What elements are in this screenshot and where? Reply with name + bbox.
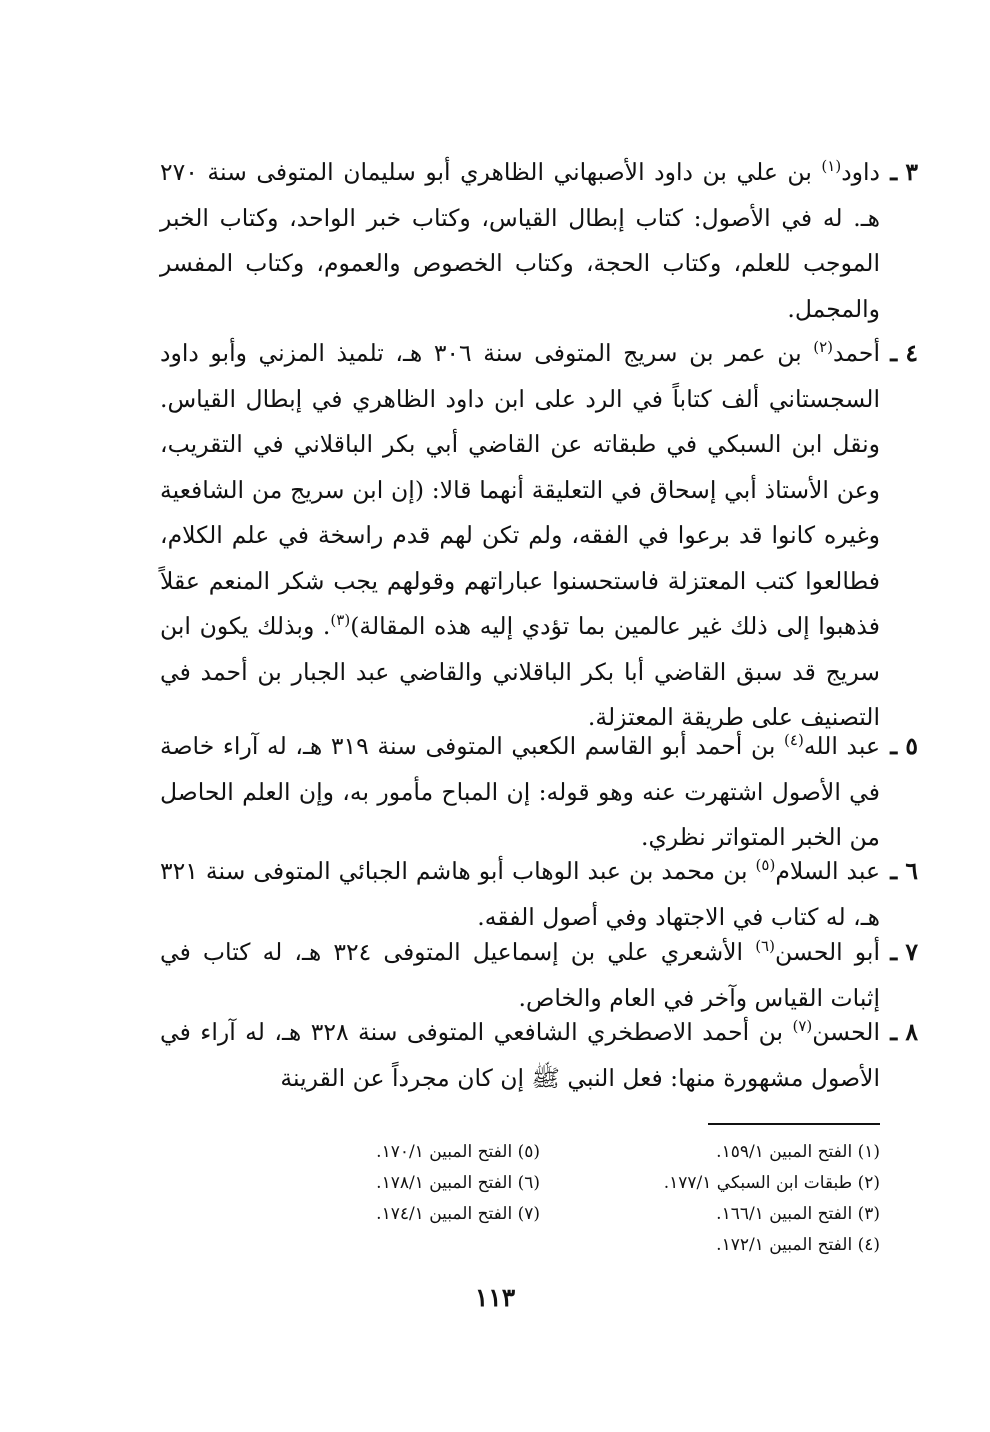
footnote-ref: (٤)	[784, 731, 804, 749]
entry-name: عبد الله	[803, 732, 880, 760]
footnotes-column-right	[560, 1137, 880, 1261]
footnote-ref: (٧)	[792, 1017, 813, 1035]
entry-name: داود	[841, 158, 880, 186]
footnote: (٤) الفتح المبين ١٧٢/١.	[716, 1235, 880, 1255]
footnote: (١) الفتح المبين ١٥٩/١.	[716, 1142, 880, 1162]
entry-number: ٥ ـ	[890, 732, 918, 760]
entry-number: ٤ ـ	[890, 339, 918, 367]
footnote-ref: (١)	[821, 157, 842, 175]
entry-4	[160, 331, 918, 741]
entry-8	[160, 1010, 918, 1101]
footnote-separator	[708, 1123, 880, 1125]
footnote-ref: (٦)	[755, 937, 775, 955]
entry-text: بن محمد بن عبد الوهاب أبو هاشم الجبائي المتوفى سنة ٣٢١ هـ، له كتاب في الاجتهاد وفي أصول الفقه.	[160, 857, 880, 931]
footnote: (٥) الفتح المبين ١٧٠/١.	[376, 1142, 540, 1162]
footnote: (٦) الفتح المبين ١٧٨/١.	[376, 1173, 540, 1193]
entry-5	[160, 724, 918, 861]
entry-text: بن عمر بن سريج المتوفى سنة ٣٠٦ هـ، تلميذ المزني وأبو داود السجستاني ألف كتاباً في الرد على ابن داود الظاهري في إبطال القياس. ونقل ابن السبكي في طبقاته عن القاضي أبي بكر الباقلاني في التقريب، وعن الأستاذ أبي إسحاق في التعليقة أنهما قالا: (إن ابن سريج من الشافعية وغيره كانوا قد برعوا في الفقه، ولم تكن لهم قدم راسخة في علم الكلام، فطالعوا كتب المعتزلة فاستحسنوا عباراتهم وقولهم يجب شكر المنعم عقلاً فذهبوا إلى ذلك غير عالمين بما تؤدي إليه هذه المقالة)	[160, 339, 880, 640]
entry-6	[160, 849, 918, 940]
entry-number: ٨ ـ	[890, 1018, 918, 1046]
footnote: (٣) الفتح المبين ١٦٦/١.	[716, 1204, 880, 1224]
entry-name: أحمد	[833, 339, 880, 367]
footnote: (٧) الفتح المبين ١٧٤/١.	[376, 1204, 540, 1224]
entry-text: بن علي بن داود الأصبهاني الظاهري أبو سليمان المتوفى سنة ٢٧٠ هـ. له في الأصول: كتاب إبطال القياس، وكتاب خبر الواحد، وكتاب الخبر الموجب للعلم، وكتاب الحجة، وكتاب الخصوص والعموم، وكتاب المفسر والمجمل.	[160, 158, 880, 323]
entry-text: الأشعري علي بن إسماعيل المتوفى ٣٢٤ هـ، له كتاب في إثبات القياس وآخر في العام والخاص.	[160, 938, 880, 1012]
footnote-ref: (٢)	[813, 338, 834, 356]
entry-number: ٣ ـ	[890, 158, 918, 186]
entry-number: ٧ ـ	[890, 938, 918, 966]
entry-name: عبد السلام	[775, 857, 880, 885]
footnotes-column-left	[210, 1137, 540, 1230]
footnote-ref: (٣)	[330, 611, 351, 629]
entry-text: بن أحمد الاصطخري الشافعي المتوفى سنة ٣٢٨ هـ، له آراء في الأصول مشهورة منها: فعل النبي ﷺ إن كان مجرداً عن القرينة	[160, 1018, 880, 1092]
entry-7	[160, 930, 918, 1021]
entry-text: بن أحمد أبو القاسم الكعبي المتوفى سنة ٣١٩ هـ، له آراء خاصة في الأصول اشتهرت عنه وهو قوله: إن المباح مأمور به، وإن العلم الحاصل من الخبر المتواتر نظري.	[160, 732, 880, 851]
entry-text-continued: . وبذلك يكون ابن سريج قد سبق القاضي أبا بكر الباقلاني والقاضي عبد الجبار بن أحمد في التصنيف على طريقة المعتزلة.	[160, 612, 880, 731]
footnote: (٢) طبقات ابن السبكي ١٧٧/١.	[663, 1173, 880, 1193]
footnote-ref: (٥)	[755, 856, 776, 874]
entry-3	[160, 150, 918, 332]
entry-number: ٦ ـ	[890, 857, 918, 885]
entry-name: الحسن	[812, 1018, 880, 1046]
page-number: ١١٣	[474, 1283, 516, 1312]
entry-name: أبو الحسن	[774, 938, 880, 966]
